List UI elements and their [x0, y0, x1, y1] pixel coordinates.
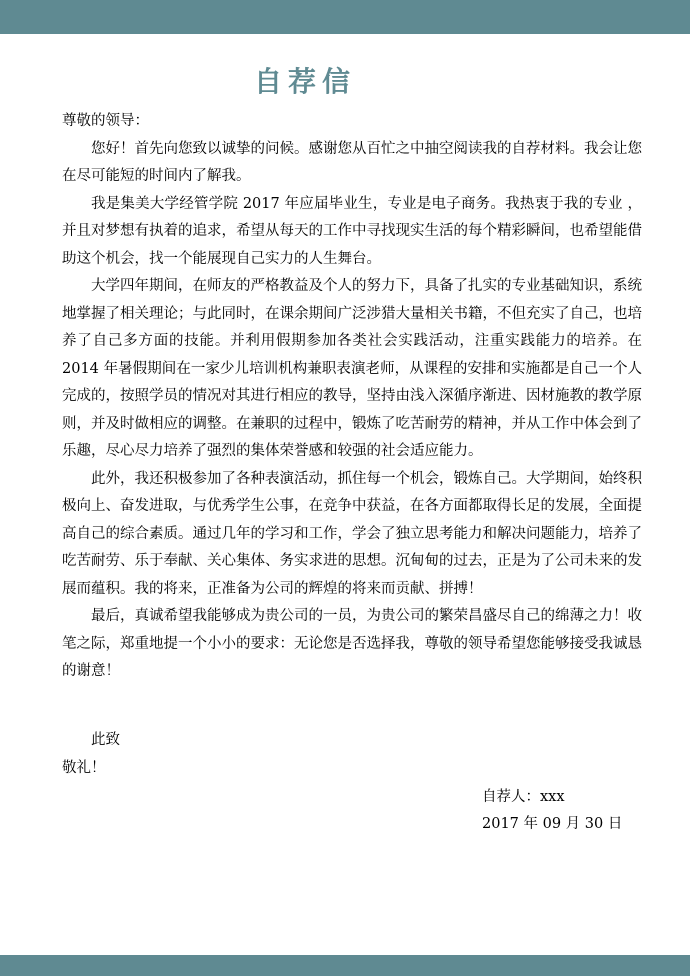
top-decorative-bar [0, 0, 690, 34]
signer-name: 自荐人：xxx [482, 789, 565, 805]
letter-body [62, 108, 642, 686]
closing-line-1: 此致 [91, 732, 120, 748]
paragraph-5: 最后，真诚希望我能够成为贵公司的一员，为贵公司的繁荣昌盛尽自己的绵薄之力！收笔之际，郑重地提一个小小的要求：无论您是否选择我，尊敬的领导希望您能够接受我诚恳的谢意！ [62, 608, 642, 679]
letter-date: 2017 年 09 月 30 日 [482, 816, 623, 832]
paragraph-4: 此外，我还积极参加了各种表演活动，抓住每一个机会，锻炼自己。大学期间，始终积极向上、奋发进取，与优秀学生公事，在竞争中获益，在各方面都取得长足的发展，全面提高自己的综合素质。通过几年的学习和工作，学会了独立思考能力和解决问题能力，培养了吃苦耐劳、乐于奉献、关心集体、务实求进的思想。沉甸甸的过去，正是为了公司未来的发展而蕴积。我的将来，正准备为公司的辉煌的将来而贡献、拼搏！ [62, 470, 642, 597]
signature-block [482, 784, 622, 838]
bottom-decorative-bar [0, 955, 690, 976]
page-title: 自荐信 [253, 65, 356, 98]
closing-line-2: 敬礼！ [62, 760, 106, 776]
paragraph-3: 大学四年期间，在师友的严格教益及个人的努力下，具备了扎实的专业基础知识，系统地掌握了相关理论；与此同时，在课余期间广泛涉猎大量相关书籍，不但充实了自己，也培养了自己多方面的技能。并利用假期参加各类社会实践活动，注重实践能力的培养。在 2014 年暑假期间在一家少儿培训机构兼职表演老师，从课程的安排和实施都是自己一个人完成的，按照学员的情况对其进行相应的教导，坚持由浅入深循序渐进、因材施教的教学原则，并及时做相应的调整。在兼职的过程中，锻炼了吃苦耐劳的精神，并从工作中体会到了乐趣，尽心尽力培养了强烈的集体荣誉感和较强的社会适应能力。 [62, 278, 642, 459]
paragraph-2: 我是集美大学经管学院 2017 年应届毕业生，专业是电子商务。我热衷于我的专业 ，并且对梦想有执着的追求，希望从每天的工作中寻找现实生活的每个精彩瞬间，也希望能借助这个机会，找一个能展现自己实力的人生舞台。 [62, 195, 642, 267]
salutation: 尊敬的领导： [62, 113, 149, 129]
paragraph-1: 您好！首先向您致以诚挚的问候。感谢您从百忙之中抽空阅读我的自荐材料。我会让您在尽可能短的时间内了解我。 [62, 140, 642, 184]
